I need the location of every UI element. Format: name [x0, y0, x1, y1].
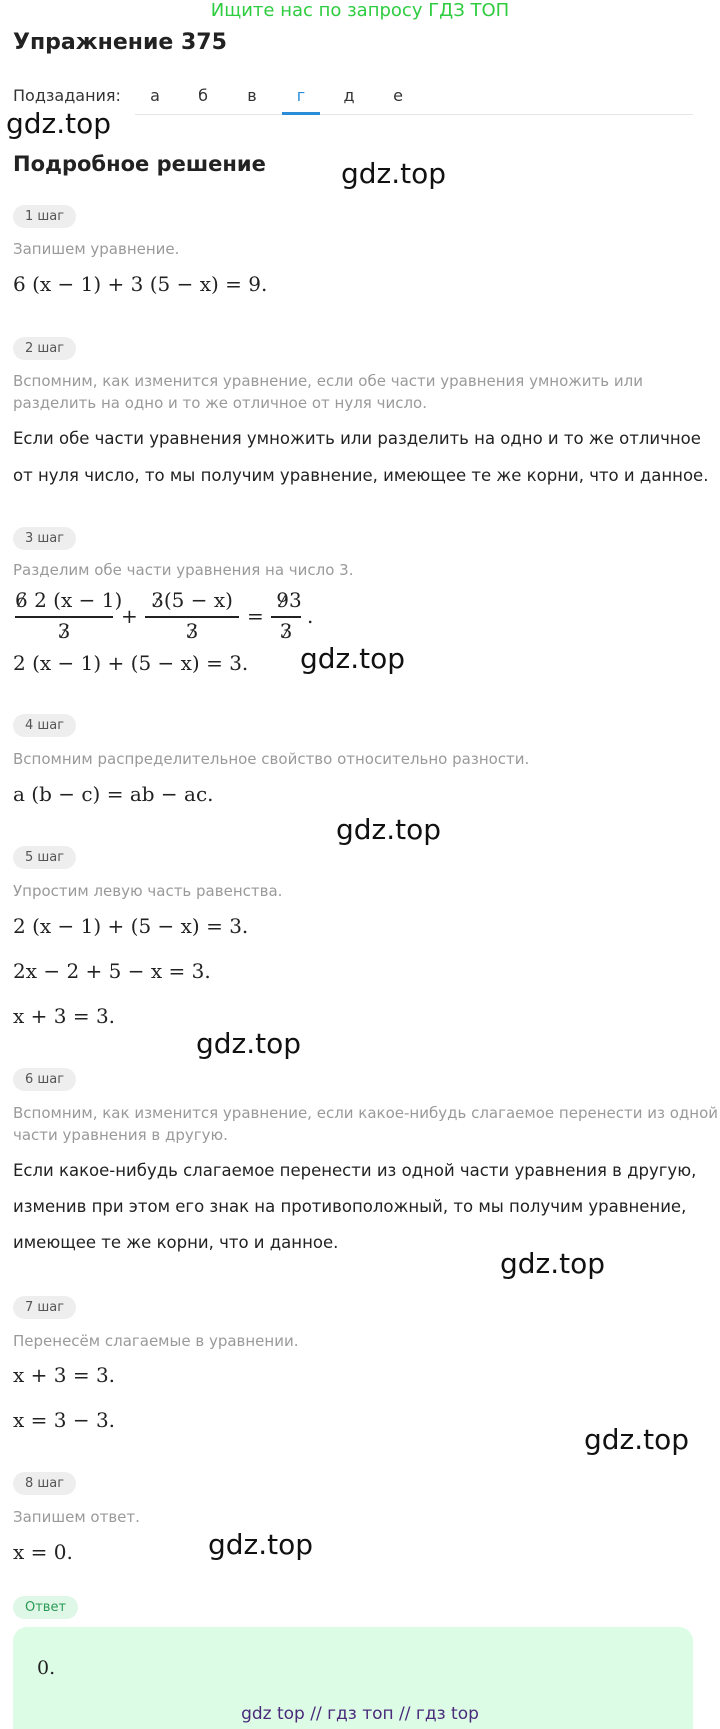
period: . — [307, 604, 314, 628]
equals-sign: = — [247, 604, 264, 628]
tab-a[interactable]: а — [150, 86, 160, 105]
footer-links[interactable]: gdz top // гдз топ // гдз top — [241, 1704, 479, 1724]
step-badge: 6 шаг — [13, 1068, 76, 1091]
step-hint: Вспомним распределительное свойство относительно разности. — [13, 750, 530, 768]
numerator: (5 − x) — [163, 588, 233, 612]
watermark: gdz.top — [196, 1027, 302, 1060]
equation: a (b − c) = ab − ac. — [13, 782, 214, 806]
fraction — [271, 588, 307, 644]
equation: x + 3 = 3. — [13, 1004, 116, 1028]
step-badge: 8 шаг — [13, 1472, 76, 1495]
equation: 2x − 2 + 5 − x = 3. — [13, 959, 211, 983]
tab-d[interactable]: д — [343, 86, 355, 105]
step-badge: 7 шаг — [13, 1296, 76, 1319]
fraction-bar — [15, 616, 113, 618]
watermark: gdz.top — [341, 157, 447, 190]
equation: 2 (x − 1) + (5 − x) = 3. — [13, 651, 249, 675]
watermark: gdz.top — [300, 642, 406, 675]
fraction — [13, 588, 123, 644]
fraction-equation — [13, 588, 343, 644]
step-hint: Разделим обе части уравнения на число 3. — [13, 561, 354, 579]
cancelled-denominator: 3 — [279, 619, 293, 643]
plus-sign: + — [121, 604, 138, 628]
rule-text: Если какое-нибудь слагаемое перенести из одной части уравнения в другую, — [13, 1161, 697, 1180]
subtasks-label: Подзадания: — [13, 86, 121, 105]
step-hint: разделить на одно и то же отличное от нуля число. — [13, 394, 427, 412]
step-hint: Перенесём слагаемые в уравнении. — [13, 1332, 299, 1350]
step-badge: 1 шаг — [13, 205, 76, 228]
equation: x + 3 = 3. — [13, 1363, 116, 1387]
fraction — [145, 588, 239, 644]
step-badge: 5 шаг — [13, 846, 76, 869]
tab-e[interactable]: е — [393, 86, 403, 105]
cancelled-digit: 6 — [15, 588, 28, 612]
watermark: gdz.top — [584, 1423, 690, 1456]
step-badge: 2 шаг — [13, 337, 76, 360]
watermark: gdz.top — [500, 1247, 606, 1280]
equation: 2 (x − 1) + (5 − x) = 3. — [13, 914, 249, 938]
cancelled-denominator: 3 — [185, 619, 199, 643]
tab-g[interactable]: г — [296, 86, 306, 105]
tabs-divider — [135, 114, 693, 115]
cancelled-denominator: 3 — [57, 619, 71, 643]
answer-value: 0. — [37, 1657, 56, 1679]
step-hint: Запишем уравнение. — [13, 240, 180, 258]
rule-text: имеющее те же корни, что и данное. — [13, 1233, 339, 1252]
page-title: Упражнение 375 — [13, 30, 227, 55]
watermark: gdz.top — [336, 813, 442, 846]
cancelled-digit: 9 — [276, 588, 289, 612]
equation: x = 0. — [13, 1540, 73, 1564]
fraction-bar — [271, 616, 301, 618]
equation: 6 (x − 1) + 3 (5 − x) = 9. — [13, 272, 268, 296]
tab-v[interactable]: в — [247, 86, 257, 105]
step-hint: Вспомним, как изменится уравнение, если какое-нибудь слагаемое перенести из одной — [13, 1104, 718, 1122]
step-badge: 3 шаг — [13, 527, 76, 550]
fraction-bar — [145, 616, 239, 618]
watermark: gdz.top — [208, 1528, 314, 1561]
step-hint: Запишем ответ. — [13, 1508, 140, 1526]
cancelled-digit: 3 — [151, 588, 164, 612]
answer-badge: Ответ — [13, 1596, 78, 1619]
promo-banner[interactable]: Ищите нас по запросу ГДЗ ТОП — [210, 0, 510, 21]
step-badge: 4 шаг — [13, 714, 76, 737]
rule-text: изменив при этом его знак на противоположный, то мы получим уравнение, — [13, 1197, 687, 1216]
rule-text: от нуля число, то мы получим уравнение, имеющее те же корни, что и данное. — [13, 466, 709, 485]
watermark: gdz.top — [6, 107, 112, 140]
rule-text: Если обе части уравнения умножить или разделить на одно и то же отличное — [13, 429, 701, 448]
equation: x = 3 − 3. — [13, 1408, 116, 1432]
solution-heading: Подробное решение — [13, 152, 266, 176]
numerator: 3 — [289, 588, 302, 612]
numerator: 2 (x − 1) — [34, 588, 123, 612]
tab-b[interactable]: б — [198, 86, 208, 105]
active-tab-indicator — [282, 112, 320, 115]
step-hint: Упростим левую часть равенства. — [13, 882, 283, 900]
step-hint: Вспомним, как изменится уравнение, если обе части уравнения умножить или — [13, 372, 643, 390]
step-hint: части уравнения в другую. — [13, 1126, 228, 1144]
